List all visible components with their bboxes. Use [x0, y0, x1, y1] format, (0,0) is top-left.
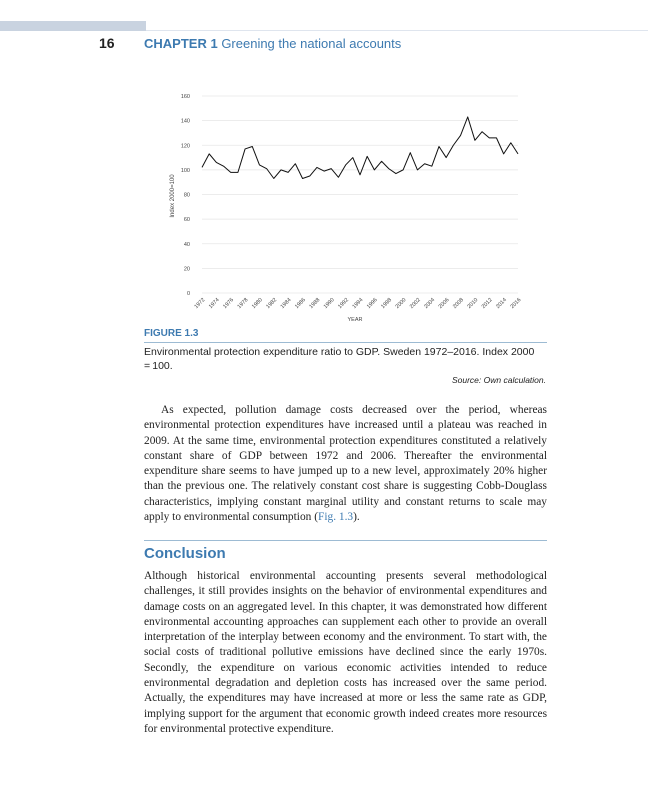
y-tick-labels [181, 94, 190, 297]
x-tick-label: 1986 [294, 297, 307, 311]
x-tick-label: 1972 [193, 297, 207, 311]
x-tick-label: 1990 [322, 297, 336, 311]
section-rule [144, 540, 547, 541]
x-tick-label: 2010 [466, 297, 480, 311]
y-tick-label: 20 [183, 266, 190, 273]
series-line [202, 117, 518, 179]
x-tick-label: 2008 [452, 297, 465, 311]
x-tick-label: 1976 [222, 297, 236, 311]
figure-label: FIGURE 1.3 [144, 328, 199, 339]
chapter-label: CHAPTER 1 [144, 36, 218, 51]
figure-chart [160, 88, 530, 326]
x-tick-label: 1994 [351, 297, 365, 311]
paragraph-text: As expected, pollution damage costs decreased over the period, whereas environmental protection expenditures have increased until a plateau was reached in 2009. At the same time, environmental protection expenditures constituted a relatively constant share of GDP between 1972 and 2006. Thereafter the environmental expenditure share seems to have jumped up to a new level, approximately 20% higher than the previous one. The relatively constant cost share is suggesting Cobb-Douglass characteristics, implying constant marginal utility and constant returns to scale may apply to environmental consumption ( [144, 404, 547, 524]
x-tick-label: 2000 [394, 297, 408, 311]
x-tick-label: 2004 [423, 297, 437, 311]
x-axis-label: YEAR [347, 317, 363, 323]
y-tick-label: 100 [180, 167, 190, 174]
y-axis-label: Index 2000=100 [170, 174, 176, 218]
section-title: Conclusion [144, 545, 226, 562]
x-tick-label: 2012 [480, 297, 494, 311]
y-tick-label: 120 [180, 143, 190, 150]
x-tick-label: 1978 [236, 297, 250, 311]
chapter-title: Greening the national accounts [221, 36, 402, 51]
header-accent-bar [0, 21, 146, 31]
x-tick-labels [194, 297, 523, 310]
x-tick-label: 1992 [337, 297, 351, 311]
figure-caption-rule [144, 342, 547, 343]
y-tick-label: 0 [186, 291, 190, 297]
x-tick-label: 1988 [308, 297, 322, 311]
figure-source: Source: Own calculation. [451, 375, 546, 385]
running-header [144, 36, 401, 51]
x-tick-label: 2002 [408, 297, 422, 311]
x-tick-label: 1998 [380, 297, 394, 311]
y-tick-label: 80 [183, 192, 190, 199]
chart-series [202, 117, 518, 179]
y-tick-label: 160 [180, 94, 190, 100]
page-number: 16 [99, 35, 115, 51]
x-tick-label: 1982 [265, 297, 279, 311]
y-tick-label: 140 [180, 118, 190, 125]
body-paragraph [144, 403, 547, 525]
x-tick-label: 2006 [437, 297, 451, 311]
figure-reference-link[interactable]: Fig. 1.3 [318, 511, 354, 524]
header-rule [146, 30, 648, 31]
conclusion-paragraph: Although historical environmental accounting presents several methodological challenges, it still provides insights on the behavior of environmental expenditures and damage costs on an aggregated level. In this chapter, it was demonstrated how different environmental accounting approaches can supplement each other to provide an overall interpretation of the interplay between economy and the environment. To start with, the social costs of traditional pollutive emissions have declined since the early 1970s. Secondly, the expenditure on various economic activities intended to reduce environmental degradation and depletion costs has increased over the same period. Actually, the expenditures may have increased at more or less the same rate as GDP, implying support for the argument that economic growth indeed creates more resources for environmental protective expenditure. [144, 570, 547, 735]
x-tick-label: 2014 [495, 297, 509, 311]
x-tick-label: 1980 [250, 297, 264, 311]
x-tick-label: 1984 [279, 297, 293, 311]
y-tick-label: 40 [183, 241, 190, 248]
x-tick-label: 1974 [207, 297, 221, 311]
x-tick-label: 1996 [365, 297, 379, 311]
x-tick-label: 2016 [509, 297, 523, 311]
paragraph-text-end: ). [353, 511, 360, 524]
y-tick-label: 60 [183, 217, 190, 224]
figure-caption: Environmental protection expenditure ratio to GDP. Sweden 1972–2016. Index 2000 = 100. [144, 346, 537, 372]
